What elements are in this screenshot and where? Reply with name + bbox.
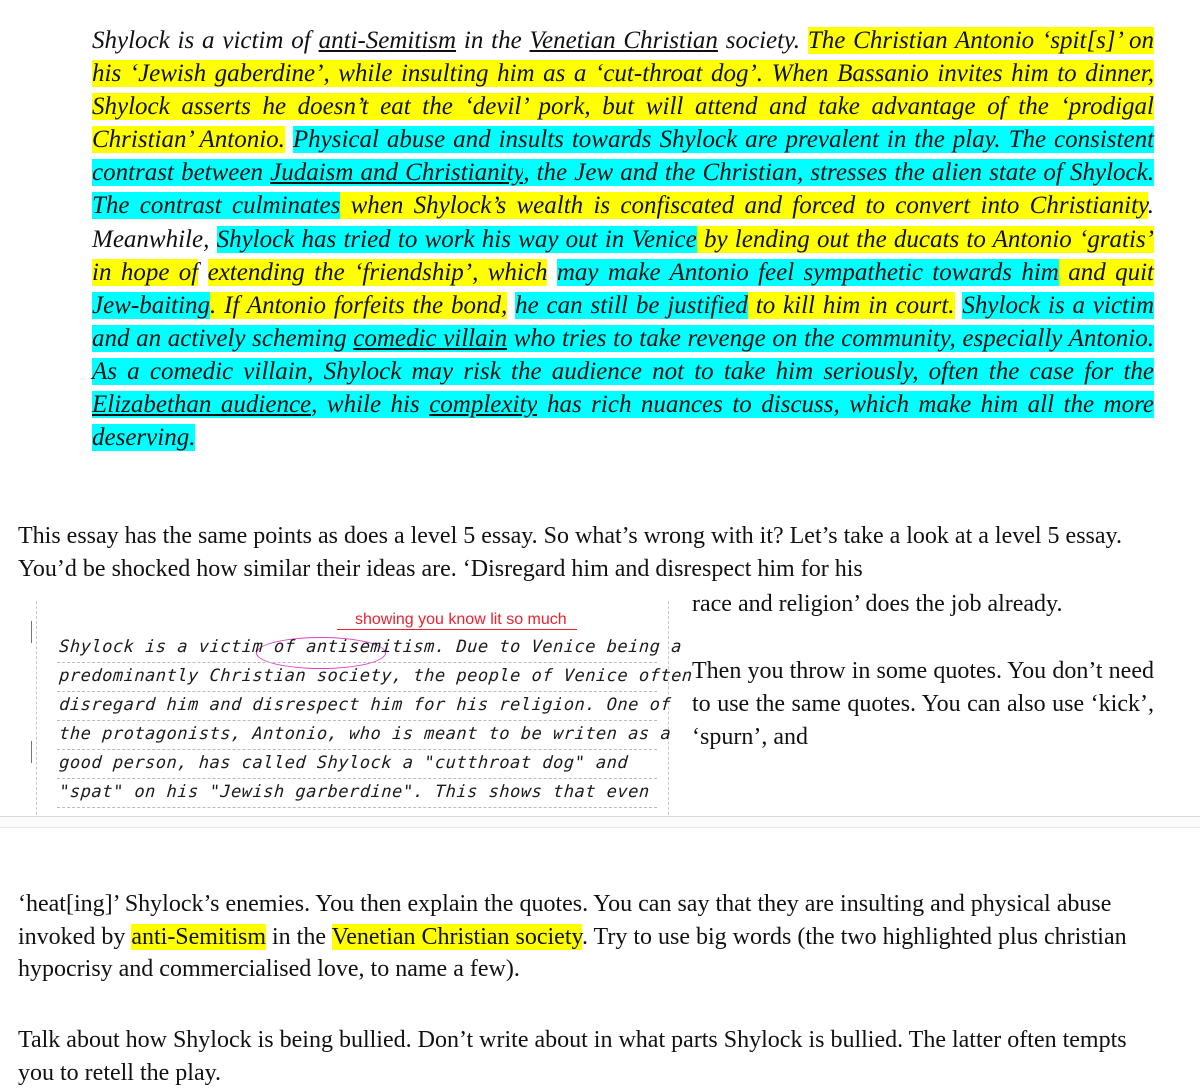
margin-mark: [31, 621, 32, 643]
essay-highlight-yellow: to kill him in court.: [747, 291, 955, 319]
essay-highlight-yellow: and: [1058, 258, 1116, 286]
sample-essay-paragraph: [92, 24, 1154, 454]
essay-text: anti-Semitism: [318, 27, 457, 54]
essay-text: . Meanwhile,: [92, 192, 1154, 253]
essay-text: [198, 259, 207, 286]
paragraph-text: . Try to use big words (the two highlighted plus christian hypocrisy and commercialised love, to name a few).: [18, 923, 1127, 982]
commentary-paragraph-2: [18, 888, 1158, 986]
essay-highlight-cyan: he can still be justified: [515, 291, 748, 319]
page-break-separator: [0, 816, 1200, 828]
paragraph-text: ‘heat[ing]’ Shylock’s enemies. You then explain the quotes. You can say that they are insulting and physical abuse invoked by: [18, 891, 1112, 950]
essay-highlight-yellow: extending the ‘friendship’, which: [207, 258, 548, 286]
handwritten-line: good person, has called Shylock a "cutthroat dog" and: [58, 753, 629, 773]
essay-highlight-cyan: , the Jew and the Christian, stresses the alien state of Shylock. The contrast culminates: [92, 159, 1154, 220]
handwritten-line: the protagonists, Antonio, who is meant to be writen as a: [58, 724, 672, 744]
paragraph-text: in the: [266, 923, 332, 950]
highlighted-term: Venetian Christian society: [331, 923, 582, 950]
essay-highlight-yellow: . If Antonio forfeits the bond,: [210, 291, 508, 319]
essay-highlight-cyan: Shylock is a victim and an actively scheming: [92, 291, 1155, 352]
highlighted-term: anti-Semitism: [131, 923, 266, 950]
essay-highlight-cyan: Jew-baiting: [92, 291, 211, 319]
essay-highlight-cyan: who tries to take revenge on the community, especially Antonio. As a comedic villain, Shylock may risk the audience not to take him seriously, often the case for the: [92, 324, 1154, 385]
essay-highlight-yellow: quit: [1115, 258, 1154, 286]
essay-highlight-cyan: may make Antonio feel sympathetic towards him: [556, 258, 1059, 286]
essay-highlight-cyan: comedic villain: [353, 324, 508, 352]
essay-text: society.: [717, 27, 808, 54]
essay-highlight-cyan: , while his: [311, 391, 430, 419]
essay-text: [507, 292, 515, 319]
handwritten-line: "spat" on his "Jewish garberdine". This shows that even: [58, 782, 651, 802]
margin-mark: [31, 741, 32, 763]
essay-highlight-yellow: by lending out the ducats to Antonio ‘gratis’ in hope of: [92, 225, 1155, 286]
essay-highlight-yellow: The Christian Antonio ‘spit[s]’ on his ‘Jewish gaberdine’, while insulting him as a ‘cut-throat dog’. When Bassanio invites him to dinner, Shylock asserts he doesn’t eat the ‘devil’ pork, but will attend and take advantage of the ‘prodigal Christian’ Antonio.: [92, 27, 1155, 154]
handwritten-line: predominantly Christian society, the people of Venice often: [58, 666, 694, 686]
handwritten-essay-image: [36, 601, 694, 815]
essay-text: [547, 259, 556, 286]
essay-highlight-cyan: Judaism and Christianity: [270, 159, 524, 187]
commentary-side-text-1: race and religion’ does the job already.: [692, 591, 1063, 617]
essay-text: [285, 126, 293, 153]
essay-highlight-cyan: Physical abuse and insults towards Shylock are prevalent in the play. The consistent contrast between: [92, 126, 1155, 187]
essay-highlight-cyan: has rich nuances to discuss, which make him all the more deserving.: [92, 391, 1154, 452]
handwritten-line: Shylock is a victim of antisemitism. Due to Venice being a: [58, 637, 683, 657]
essay-text: Shylock is a victim of: [92, 27, 319, 54]
handwritten-line: disregard him and disrespect him for his religion. One of: [58, 695, 672, 715]
essay-highlight-yellow: when Shylock’s wealth is confiscated and forced to convert into Christianity: [340, 192, 1148, 220]
essay-highlight-cyan: Shylock has tried to work his way out in Venice: [216, 225, 697, 253]
essay-highlight-cyan: complexity: [429, 391, 538, 419]
commentary-side-text-2: Then you throw in some quotes. You don’t need to use the same quotes. You can also use ‘kick’, ‘spurn’, and: [692, 658, 1154, 750]
annotation-underline: [337, 629, 577, 630]
commentary-paragraph-3: Talk about how Shylock is being bullied. Don’t write about in what parts Shylock is bullied. The latter often tempts you to retell the play.: [18, 1027, 1127, 1086]
essay-text: in the: [456, 27, 530, 54]
commentary-paragraph-1: This essay has the same points as does a level 5 essay. So what’s wrong with it? Let’s take a look at a level 5 essay. You’d be shocked how similar their ideas are. ‘Disregard him and disrespect him for his: [18, 523, 1122, 582]
teacher-annotation: showing you know lit so much: [355, 611, 567, 628]
essay-text: Venetian Christian: [529, 27, 718, 54]
essay-highlight-cyan: Elizabethan audience: [92, 391, 312, 419]
